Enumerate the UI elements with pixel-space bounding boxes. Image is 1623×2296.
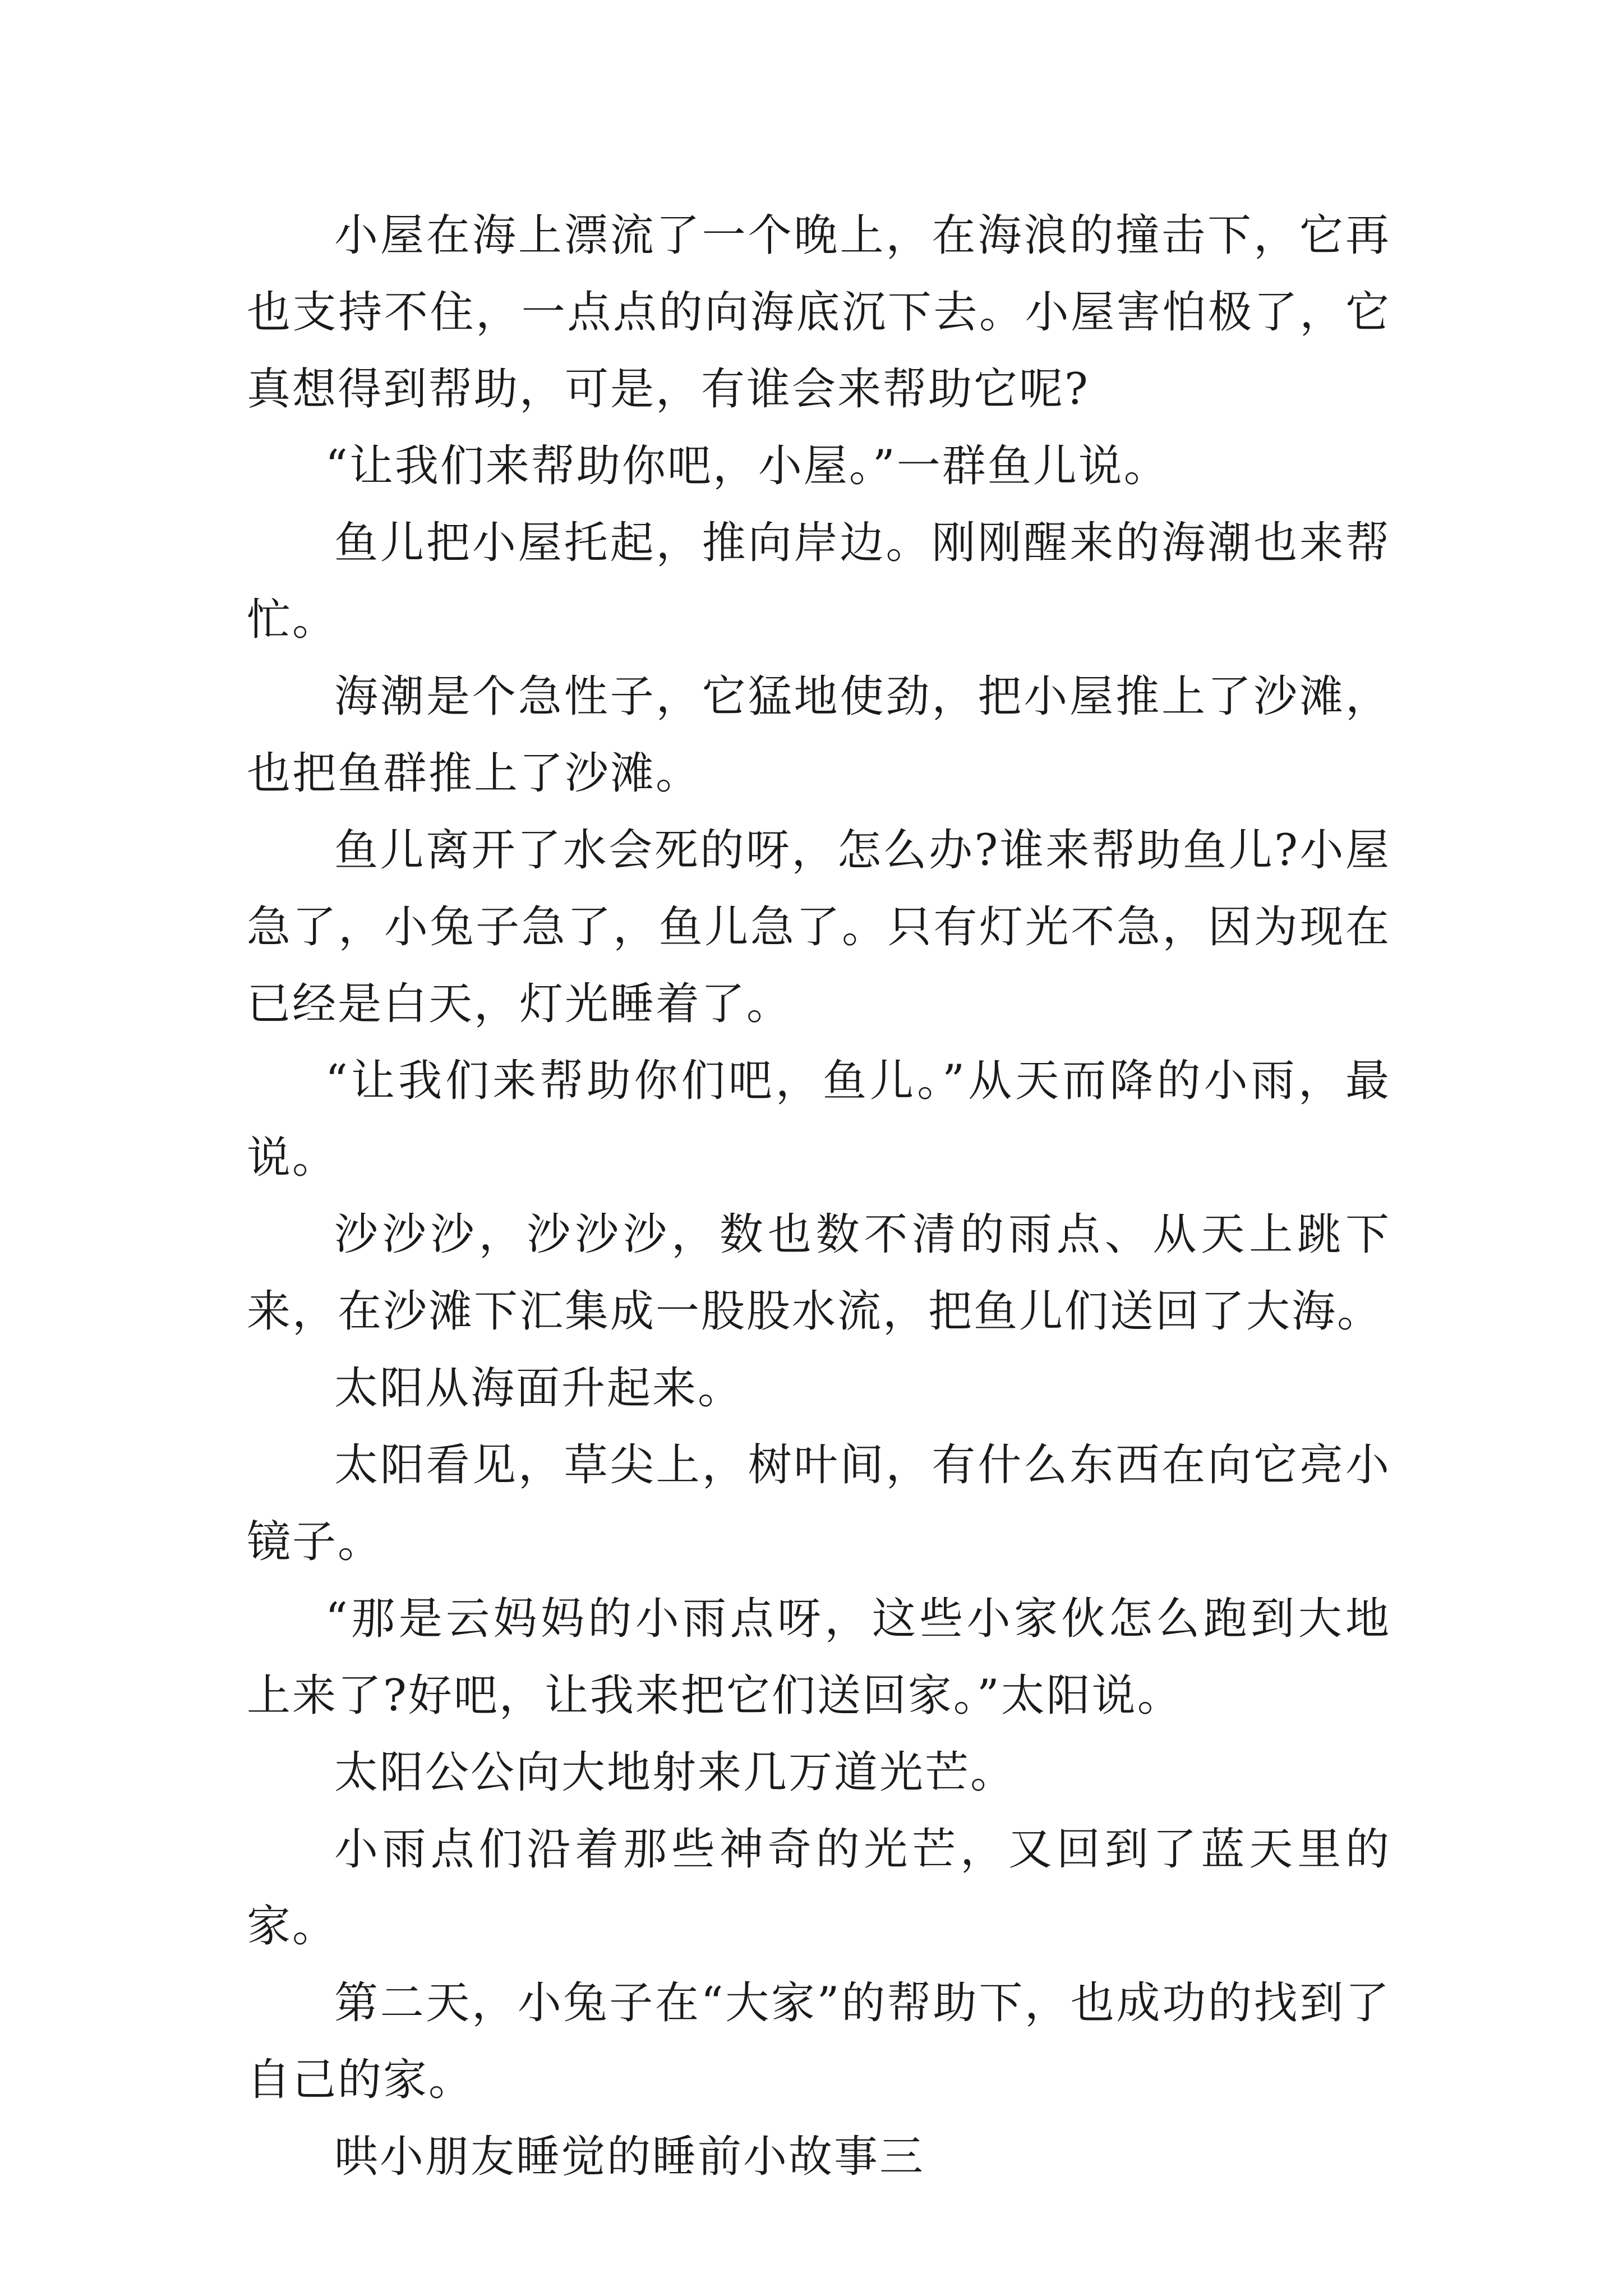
paragraph: 小屋在海上漂流了一个晚上，在海浪的撞击下，它再也支持不住，一点点的向海底沉下去。小屋害怕极了，它真想得到帮助，可是，有谁会来帮助它呢? [247, 210, 1391, 415]
paragraph: “让我们来帮助你吧，小屋。”一群鱼儿说。 [325, 441, 1169, 491]
paragraph: 太阳公公向大地射来几万道光芒。 [334, 1747, 1016, 1798]
paragraph: “那是云妈妈的小雨点呀，这些小家伙怎么跑到大地上来了?好吧，让我来把它们送回家。”太阳说。 [247, 1594, 1391, 1721]
paragraph: 沙沙沙，沙沙沙，数也数不清的雨点、从天上跳下来，在沙滩下汇集成一股股水流，把鱼儿们送回了大海。 [247, 1209, 1391, 1337]
paragraph: 第二天，小兔子在“大家”的帮助下，也成功的找到了自己的家。 [247, 1978, 1391, 2105]
paragraph: 太阳从海面升起来。 [334, 1363, 744, 1414]
paragraph: 鱼儿把小屋托起，推向岸边。刚刚醒来的海潮也来帮忙。 [247, 518, 1391, 645]
story-text [247, 197, 1391, 2196]
paragraph: 鱼儿离开了水会死的呀，怎么办?谁来帮助鱼儿?小屋急了，小兔子急了，鱼儿急了。只有灯光不急，因为现在已经是白天，灯光睡着了。 [247, 825, 1391, 1029]
paragraph: “让我们来帮助你们吧，鱼儿。”从天而降的小雨，最说。 [247, 1056, 1391, 1183]
paragraph: 海潮是个急性子，它猛地使劲，把小屋推上了沙滩，也把鱼群推上了沙滩。 [247, 671, 1391, 799]
paragraph: 太阳看见，草尖上，树叶间，有什么东西在向它亮小镜子。 [247, 1440, 1391, 1567]
section-heading: 哄小朋友睡觉的睡前小故事三 [334, 2132, 925, 2182]
paragraph: 小雨点们沿着那些神奇的光芒，又回到了蓝天里的家。 [247, 1824, 1391, 1952]
